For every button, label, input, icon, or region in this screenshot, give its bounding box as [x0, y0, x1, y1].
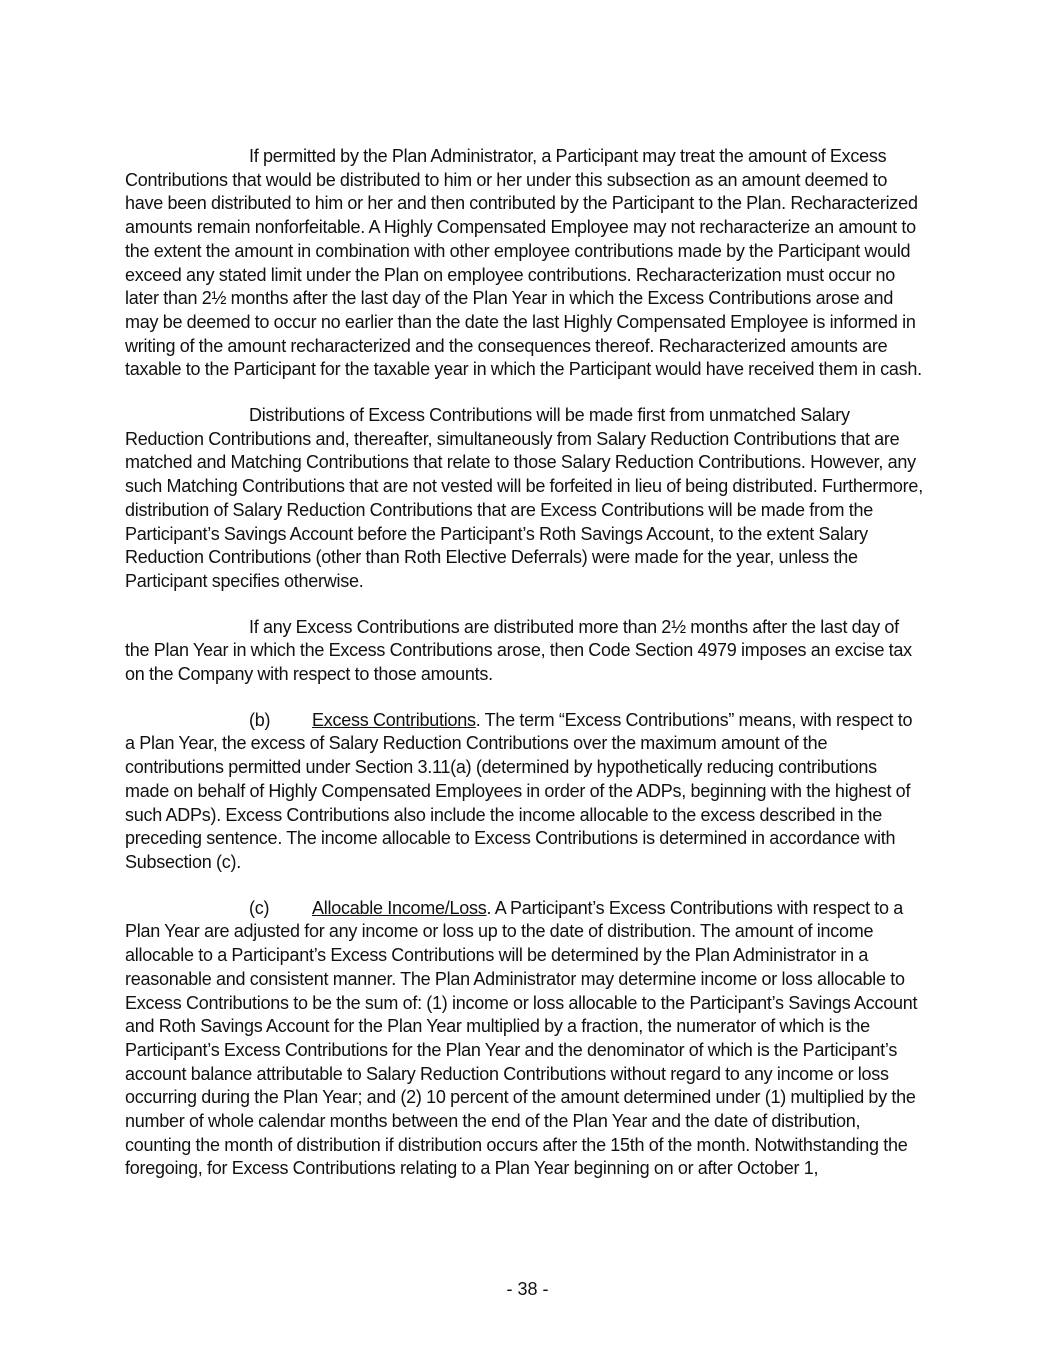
paragraph-distributions [125, 404, 925, 594]
section-c-allocable-income [125, 897, 925, 1181]
section-text: . The term “Excess Contributions” means, with respect to a Plan Year, the excess of Salary Reduction Contributions over the maximum amount of the contributions permitted under Section 3.11(a) (determined by hypothetically reducing contributions made on behalf of Highly Compensated Employees in order of the ADPs, beginning with the highest of such ADPs). Excess Contributions also include the income allocable to the excess described in the preceding sentence. The income allocable to Excess Contributions is determined in accordance with Subsection (c). [125, 709, 913, 872]
paragraph-text: Distributions of Excess Contributions will be made first from unmatched Salary Reduction Contributions and, thereafter, simultaneously from Salary Reduction Contributions that are matched and Matching Contributions that relate to those Salary Reduction Contributions. However, any such Matching Contributions that are not vested will be forfeited in lieu of being distributed. Furthermore, distribution of Salary Reduction Contributions that are Excess Contributions will be made from the Participant’s Savings Account before the Participant’s Roth Savings Account, to the extent Salary Reduction Contributions (other than Roth Elective Deferrals) were made for the year, unless the Participant specifies otherwise. [125, 405, 923, 591]
section-text: . A Participant’s Excess Contributions with respect to a Plan Year are adjusted for any income or loss up to the date of distribution. The amount of income allocable to a Participant’s Excess Contributions will be determined by the Plan Administrator in a reasonable and consistent manner. The Plan Administrator may determine income or loss allocable to Excess Contributions to be the sum of: (1) income or loss allocable to the Participant’s Savings Account and Roth Savings Account for the Plan Year multiplied by a fraction, the numerator of which is the Participant’s Excess Contributions for the Plan Year and the denominator of which is the Participant’s account balance attributable to Salary Reduction Contributions without regard to any income or loss occurring during the Plan Year; and (2) 10 percent of the amount determined under (1) multiplied by the number of whole calendar months between the end of the Plan Year and the date of distribution, counting the month of distribution if distribution occurs after the 15th of the month. Notwithstanding the foregoing, for Excess Contributions relating to a Plan Year beginning on or after October 1, [125, 897, 918, 1179]
section-b-excess-contributions [125, 709, 925, 875]
section-heading: Excess Contributions [312, 709, 476, 730]
page-number: - 38 - [506, 1279, 549, 1299]
section-heading: Allocable Income/Loss [312, 897, 487, 918]
paragraph-excise-tax [125, 616, 925, 687]
paragraph-recharacterization [125, 145, 925, 382]
document-body [125, 145, 925, 1203]
section-label: (c) [249, 897, 270, 918]
section-label: (b) [249, 709, 271, 730]
paragraph-text: If any Excess Contributions are distributed more than 2½ months after the last day of the Plan Year in which the Excess Contributions arose, then Code Section 4979 imposes an excise tax on the Company with respect to those amounts. [125, 616, 912, 685]
paragraph-text: If permitted by the Plan Administrator, a Participant may treat the amount of Excess Contributions that would be distributed to him or her under this subsection as an amount deemed to have been distributed to him or her and then contributed by the Participant to the Plan. Recharacterized amounts remain nonforfeitable. A Highly Compensated Employee may not recharacterize an amount to the extent the amount in combination with other employee contributions made by the Participant would exceed any stated limit under the Plan on employee contributions. Recharacterization must occur no later than 2½ months after the last day of the Plan Year in which the Excess Contributions arose and may be deemed to occur no earlier than the date the last Highly Compensated Employee is informed in writing of the amount recharacterized and the consequences thereof. Recharacterized amounts are taxable to the Participant for the taxable year in which the Participant would have received them in cash. [125, 146, 922, 380]
